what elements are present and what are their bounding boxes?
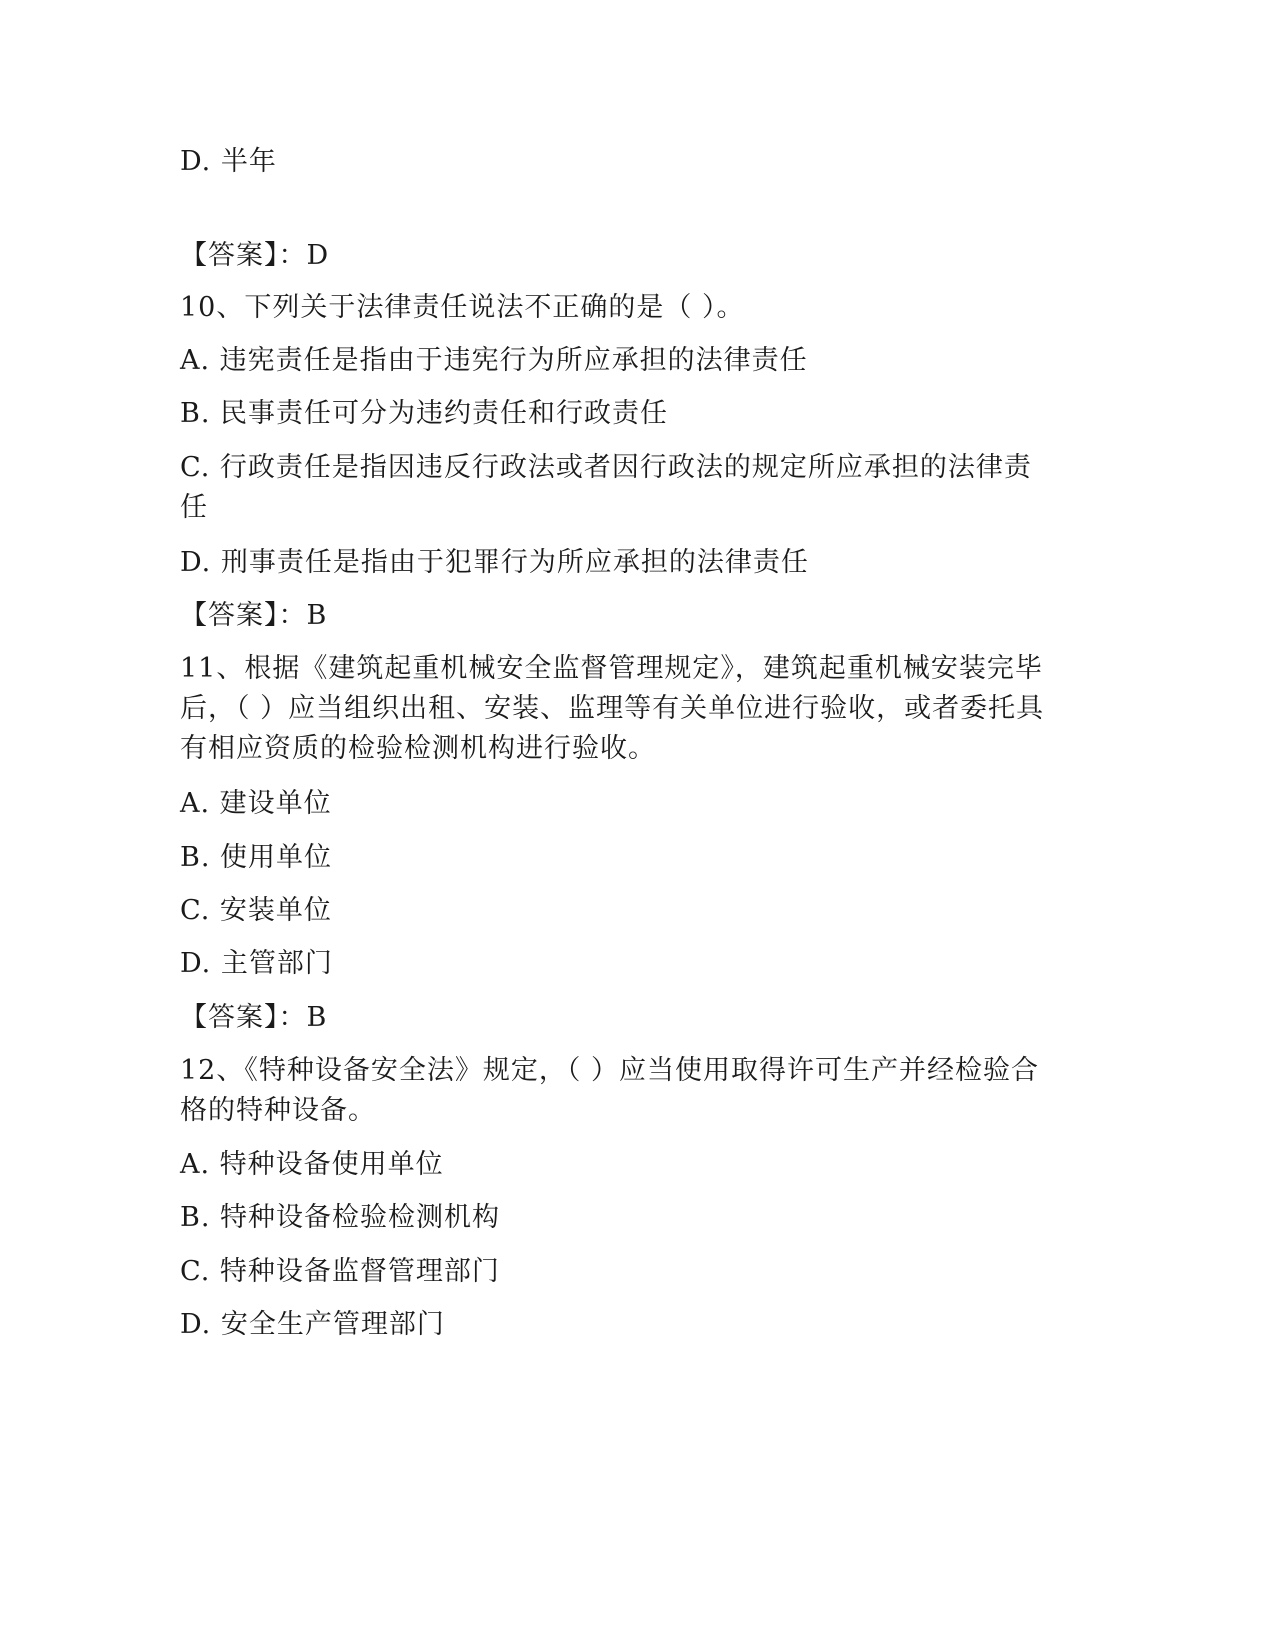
answer-prev: 【答案】：D: [180, 240, 330, 271]
question-10-option-c: C. 行政责任是指因违反行政法或者因行政法的规定所应承担的法律责任: [180, 452, 1032, 523]
question-12-option-d: D. 安全生产管理部门: [180, 1309, 445, 1340]
question-12-option-c: C. 特种设备监督管理部门: [180, 1256, 500, 1287]
question-12-stem: 12、《特种设备安全法》规定，（ ）应当使用取得许可生产并经检验合格的特种设备。: [180, 1055, 1039, 1126]
question-10-option-d: D. 刑事责任是指由于犯罪行为所应承担的法律责任: [180, 547, 809, 578]
question-12-option-b: B. 特种设备检验检测机构: [180, 1202, 501, 1233]
question-11-option-a: A. 建设单位: [180, 788, 332, 819]
question-11-stem: 11、根据《建筑起重机械安全监督管理规定》，建筑起重机械安装完毕后，（ ）应当组织出租、安装、监理等有关单位进行验收，或者委托具有相应资质的检验检测机构进行验收。: [180, 653, 1045, 764]
question-10-answer: 【答案】：B: [180, 600, 328, 631]
question-12-option-a: A. 特种设备使用单位: [180, 1149, 444, 1180]
question-11-option-d: D. 主管部门: [180, 948, 333, 979]
question-11-answer: 【答案】：B: [180, 1002, 328, 1033]
question-10-option-b: B. 民事责任可分为违约责任和行政责任: [180, 398, 669, 429]
question-11-option-b: B. 使用单位: [180, 842, 333, 873]
option-d-prev: D. 半年: [180, 146, 277, 177]
question-10-option-a: A. 违宪责任是指由于违宪行为所应承担的法律责任: [180, 345, 808, 376]
question-11-option-c: C. 安装单位: [180, 895, 332, 926]
question-10-stem: 10、下列关于法律责任说法不正确的是（ ）。: [180, 292, 745, 323]
